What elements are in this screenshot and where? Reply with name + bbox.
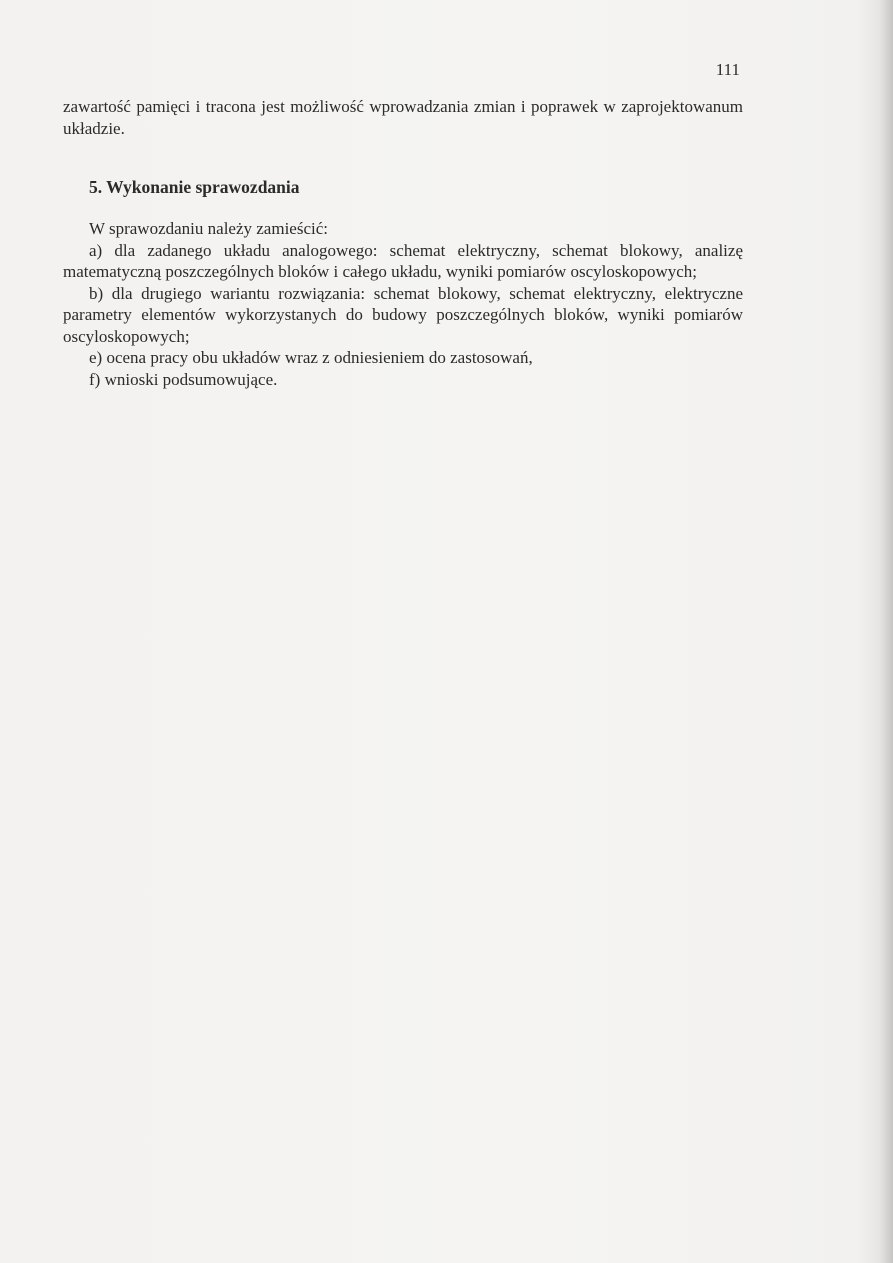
list-item-a: a) dla zadanego układu analogowego: schemat elektryczny, schemat blokowy, analizę matematyczną poszczególnych bloków i całego układu, wyniki pomiarów oscyloskopowych; [63,240,743,281]
section-body [63,218,743,390]
section-lead: W sprawozdaniu należy zamieścić: [89,219,328,238]
list-item-e: e) ocena pracy obu układów wraz z odniesieniem do zastosowań, [89,348,533,367]
list-item-b: b) dla drugiego wariantu rozwiązania: schemat blokowy, schemat elektryczny, elektryczne parametry elementów wykorzystanych do budowy poszczególnych bloków, wyniki pomiarów oscyloskopowych; [63,283,743,346]
list-item-f: f) wnioski podsumowujące. [89,369,278,389]
section-heading: 5. Wykonanie sprawozdania [89,177,300,197]
intro-paragraph: zawartość pamięci i tracona jest możliwość wprowadzania zmian i poprawek w zaprojektowanum układzie. [63,97,743,138]
page-number: 111 [715,60,740,79]
page-edge-shadow [879,0,893,1263]
intro-text-block [63,96,743,139]
